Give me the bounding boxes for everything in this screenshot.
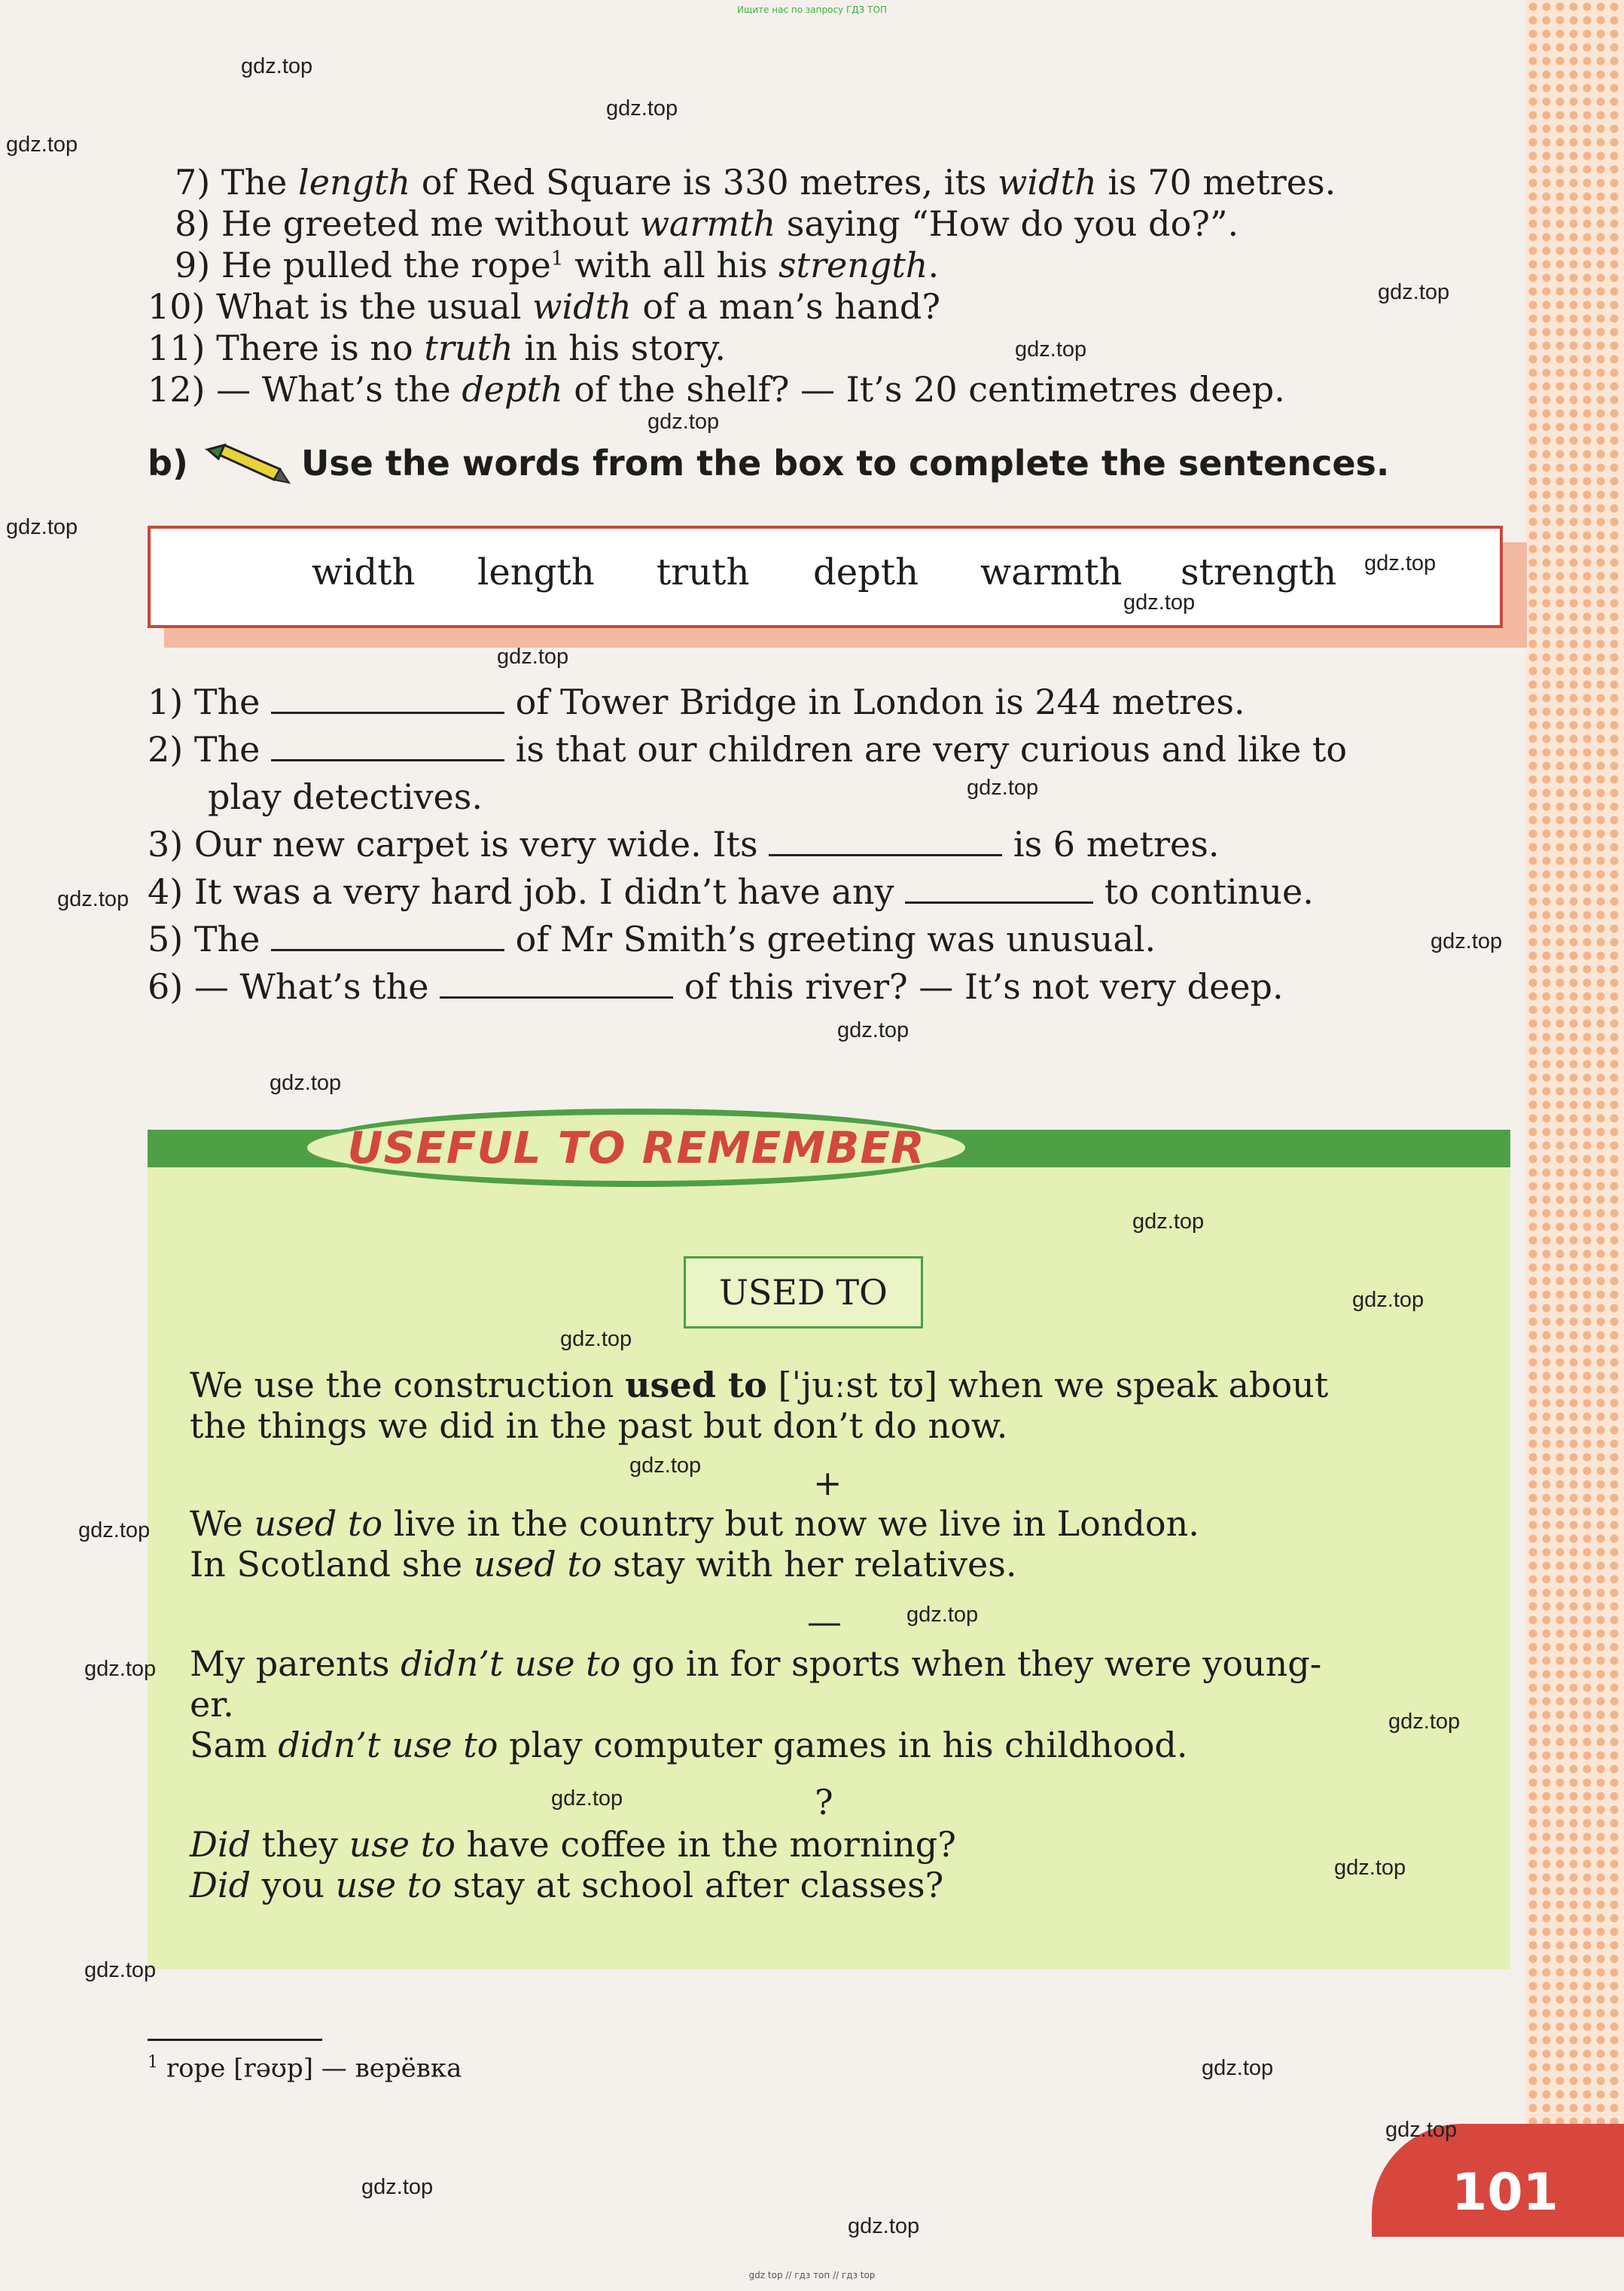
watermark: gdz.top bbox=[906, 1603, 979, 1627]
exercise-line-7: 7) The length of Red Square is 330 metres, its width is 70 metres. bbox=[175, 162, 1336, 203]
answer-blank[interactable] bbox=[271, 706, 504, 714]
watermark: gdz.top bbox=[848, 2214, 920, 2238]
sentence-1: 1) The of Tower Bridge in London is 244 metres. bbox=[148, 682, 1245, 722]
watermark: gdz.top bbox=[1123, 590, 1196, 615]
answer-blank[interactable] bbox=[905, 895, 1093, 904]
exercise-line-9: 9) He pulled the rope$^1$ with all his strength. bbox=[175, 245, 940, 285]
plus-sign: + bbox=[813, 1463, 842, 1503]
remember-title-oval bbox=[301, 1109, 971, 1187]
top-banner: Ищите нас по запросу ГДЗ ТОП bbox=[737, 5, 887, 15]
box-word: truth bbox=[657, 551, 750, 593]
sentence-2-continuation: play detectives. bbox=[208, 776, 483, 817]
watermark: gdz.top bbox=[1378, 280, 1450, 304]
watermark: gdz.top bbox=[551, 1786, 623, 1811]
watermark: gdz.top bbox=[6, 515, 78, 539]
watermark: gdz.top bbox=[1202, 2056, 1274, 2080]
watermark: gdz.top bbox=[1431, 929, 1503, 953]
sentence-4: 4) It was a very hard job. I didn’t have any to continue. bbox=[148, 871, 1314, 912]
watermark: gdz.top bbox=[497, 645, 569, 669]
positive-example-2: In Scotland she used to stay with her relatives. bbox=[190, 1544, 1017, 1585]
exercise-line-8: 8) He greeted me without warmth saying “How do you do?”. bbox=[175, 203, 1239, 244]
rule-line-2: the things we did in the past but don’t do now. bbox=[190, 1405, 1008, 1446]
watermark: gdz.top bbox=[1334, 1856, 1406, 1880]
negative-example-1-continuation: er. bbox=[190, 1684, 234, 1725]
box-word: width bbox=[312, 551, 416, 593]
watermark: gdz.top bbox=[57, 887, 129, 911]
watermark: gdz.top bbox=[837, 1018, 910, 1042]
footnote: $^1$ rope [rəʊp] — верёвка bbox=[148, 2053, 462, 2084]
part-b-instruction: Use the words from the box to complete the sentences. bbox=[300, 443, 1390, 484]
box-word: strength bbox=[1181, 551, 1337, 593]
sentence-3: 3) Our new carpet is very wide. Its is 6 metres. bbox=[148, 824, 1220, 865]
page-number: 101 bbox=[1452, 2163, 1558, 2222]
watermark: gdz.top bbox=[84, 1958, 157, 1982]
watermark: gdz.top bbox=[647, 410, 720, 434]
watermark: gdz.top bbox=[1132, 1210, 1205, 1234]
watermark: gdz.top bbox=[629, 1454, 702, 1478]
watermark: gdz.top bbox=[84, 1657, 157, 1681]
watermark: gdz.top bbox=[1015, 337, 1087, 361]
watermark: gdz.top bbox=[560, 1327, 632, 1351]
watermark: gdz.top bbox=[78, 1518, 151, 1542]
watermark: gdz.top bbox=[6, 133, 78, 157]
remember-title: USEFUL TO REMEMBER bbox=[347, 1122, 925, 1173]
dotted-margin bbox=[1526, 0, 1624, 2169]
watermark: gdz.top bbox=[606, 96, 678, 120]
watermark: gdz.top bbox=[1364, 551, 1437, 575]
sentence-5: 5) The of Mr Smith’s greeting was unusual. bbox=[148, 919, 1156, 959]
footnote-divider bbox=[148, 2039, 322, 2041]
exercise-line-10: 10) What is the usual width of a man’s hand? bbox=[148, 286, 941, 327]
watermark: gdz.top bbox=[361, 2175, 434, 2199]
part-b-label: b) bbox=[148, 443, 188, 484]
watermark: gdz.top bbox=[270, 1071, 342, 1095]
word-box bbox=[148, 526, 1503, 628]
box-word: warmth bbox=[980, 551, 1123, 593]
negative-example-1: My parents didn’t use to go in for sports when they were young- bbox=[190, 1643, 1322, 1684]
answer-blank[interactable] bbox=[271, 943, 504, 951]
watermark: gdz.top bbox=[1352, 1288, 1424, 1312]
question-example-2: Did you use to stay at school after classes? bbox=[190, 1865, 944, 1905]
watermark: gdz.top bbox=[967, 776, 1039, 800]
answer-blank[interactable] bbox=[271, 753, 504, 761]
exercise-line-12: 12) — What’s the depth of the shelf? — It’s 20 centimetres deep. bbox=[148, 369, 1285, 410]
box-word: length bbox=[477, 551, 595, 593]
exercise-line-11: 11) There is no truth in his story. bbox=[148, 328, 727, 368]
negative-example-2: Sam didn’t use to play computer games in his childhood. bbox=[190, 1725, 1188, 1765]
answer-blank[interactable] bbox=[440, 990, 673, 999]
question-sign: ? bbox=[815, 1782, 833, 1823]
watermark: gdz.top bbox=[241, 54, 313, 78]
sentence-6: 6) — What’s the of this river? — It’s not very deep. bbox=[148, 966, 1284, 1007]
positive-example-1: We used to live in the country but now we live in London. bbox=[190, 1503, 1199, 1544]
used-to-label: USED TO bbox=[684, 1256, 923, 1329]
answer-blank[interactable] bbox=[769, 848, 1002, 856]
pen-icon bbox=[202, 441, 292, 486]
question-example-1: Did they use to have coffee in the morning? bbox=[190, 1824, 956, 1865]
watermark: gdz.top bbox=[1385, 2118, 1458, 2142]
rule-line-1: We use the construction used to [ˈjuːst tʊ] when we speak about bbox=[190, 1365, 1329, 1405]
part-b-heading bbox=[148, 441, 1389, 486]
watermark: gdz.top bbox=[1388, 1710, 1461, 1734]
bottom-banner: gdz top // гдз топ // гдз top bbox=[748, 2270, 876, 2280]
sentence-2: 2) The is that our children are very curious and like to bbox=[148, 729, 1348, 770]
minus-sign: — bbox=[807, 1601, 842, 1642]
box-word: depth bbox=[813, 551, 919, 593]
